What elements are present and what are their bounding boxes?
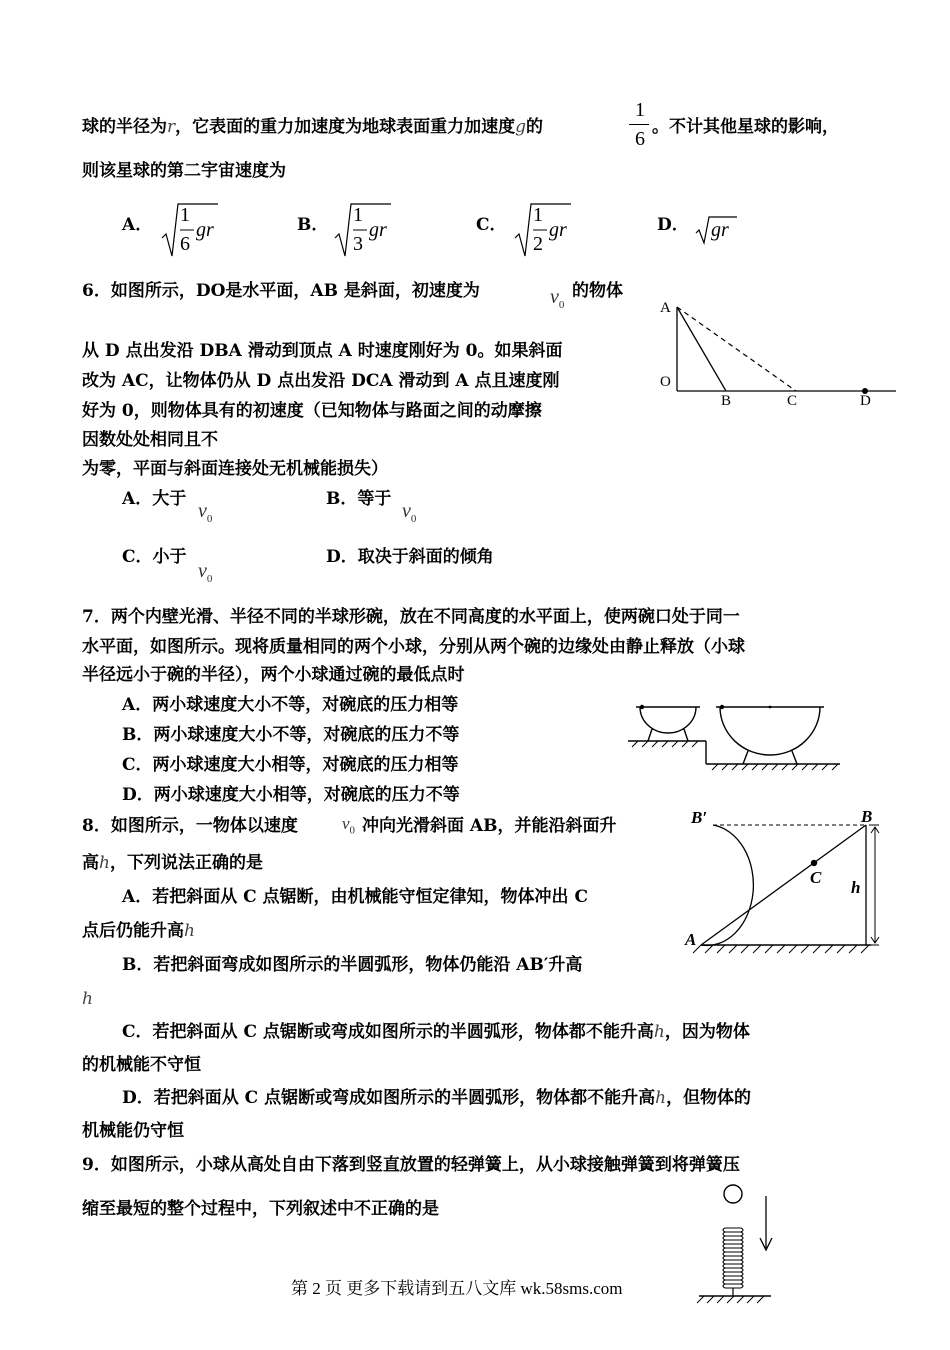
q5-frac-num: 1	[635, 99, 645, 121]
q8-label-c: C	[810, 868, 822, 887]
q8-option-a-2: 点后仍能升高h	[82, 921, 195, 941]
q5-frac-den: 6	[635, 128, 645, 150]
q8-line1b: 冲向光滑斜面 AB，并能沿斜面升	[362, 816, 617, 836]
q8-v0: $v_0$	[342, 814, 356, 837]
q5-line2: 则该星球的第二宇宙速度为	[82, 161, 286, 181]
q8-option-d-1: D．若把斜面从 C 点锯断或弯成如图所示的半圆弧形，物体都不能升高h，但物体的	[122, 1088, 752, 1108]
q6-option-b: B．等于	[326, 489, 392, 509]
q7-line1: 7．两个内壁光滑、半径不同的半球形碗，放在不同高度的水平面上，使两碗口处于同一	[82, 607, 740, 627]
q6-line1a: 6．如图所示，DO是水平面，AB 是斜面，初速度为	[82, 281, 480, 301]
q5-frac-bar	[629, 124, 649, 125]
q6-label-a: A	[660, 300, 671, 316]
q7-line3: 半径远小于碗的半径），两个小球通过碗的最低点时	[82, 665, 465, 685]
q8-line2: 高h，下列说法正确的是	[82, 853, 263, 873]
q8-option-a-1: A．若把斜面从 C 点锯断，由机械能守恒定律知，物体冲出 C	[122, 887, 589, 907]
q6-line4: 好为 0，则物体具有的初速度（已知物体与路面之间的动摩擦	[82, 401, 542, 421]
q8-line1a: 8．如图所示，一物体以速度	[82, 816, 298, 836]
q6-line2: 从 D 点出发沿 DBA 滑动到顶点 A 时速度刚好为 0。如果斜面	[82, 341, 563, 361]
q5-option-d-gr: gr	[711, 219, 729, 241]
q6-line3: 改为 AC，让物体仍从 D 点出发沿 DCA 滑动到 A 点且速度刚	[82, 371, 560, 391]
q5-option-b-gr: gr	[369, 219, 387, 241]
q6-v0-optB: $v_0$	[402, 500, 417, 525]
q7-line2: 水平面，如图所示。现将质量相同的两个小球，分别从两个碗的边缘处由静止释放（小球	[82, 637, 745, 657]
q6-label-b: B	[721, 393, 732, 409]
q6-line1b: 的物体	[572, 281, 623, 301]
q5-option-c-num: 1	[533, 204, 543, 226]
q8-option-b-1: B．若把斜面弯成如图所示的半圆弧形，物体仍能沿 AB′升高	[122, 955, 583, 975]
q5-option-a-gr: gr	[196, 219, 214, 241]
q5-line1-end: 。不计其他星球的影响，	[652, 117, 839, 137]
q7-option-b: B．两小球速度大小不等，对碗底的压力不等	[122, 725, 460, 745]
q9-figure	[693, 1180, 778, 1310]
q5-option-d-label: D．	[657, 215, 689, 235]
q6-option-c: C．小于	[122, 547, 187, 567]
q8-option-c-2: 的机械能不守恒	[82, 1055, 201, 1075]
q6-label-d: D	[860, 393, 871, 409]
q8-label-a: A	[685, 930, 697, 949]
q8-label-bprime: B′	[691, 808, 708, 827]
q8-option-b-2: h	[82, 989, 93, 1009]
q9-line1: 9．如图所示，小球从高处自由下落到竖直放置的轻弹簧上，从小球接触弹簧到将弹簧压	[82, 1155, 740, 1175]
q6-v0-optA: $v_0$	[198, 500, 213, 525]
q6-label-c: C	[787, 393, 798, 409]
q6-figure	[650, 295, 900, 415]
q6-line5: 因数处处相同且不	[82, 430, 218, 450]
q5-option-c-gr: gr	[549, 219, 567, 241]
q6-v0-a: $v_0$	[550, 286, 565, 311]
q8-label-h: h	[851, 878, 861, 897]
q5-option-c-label: C．	[476, 215, 507, 235]
q7-figure	[628, 695, 843, 775]
q6-label-o: O	[660, 374, 671, 390]
q5-option-b-label: B．	[297, 215, 329, 235]
q8-option-d-2: 机械能仍守恒	[82, 1121, 184, 1141]
q7-option-a: A．两小球速度大小不等，对碗底的压力相等	[122, 695, 459, 715]
q8-option-c-1: C．若把斜面从 C 点锯断或弯成如图所示的半圆弧形，物体都不能升高h，因为物体	[122, 1022, 750, 1042]
q6-v0-optC: $v_0$	[198, 560, 213, 585]
q7-option-c: C．两小球速度大小相等，对碗底的压力相等	[122, 755, 459, 775]
q5-option-b-den: 3	[353, 233, 363, 255]
q9-line2: 缩至最短的整个过程中，下列叙述中不正确的是	[82, 1199, 439, 1219]
q5-option-a-den: 6	[180, 233, 190, 255]
page-footer: 第 2 页 更多下载请到五八文库 wk.58sms.com	[291, 1279, 623, 1298]
q8-label-b: B	[861, 807, 873, 826]
q7-option-d: D．两小球速度大小相等，对碗底的压力不等	[122, 785, 460, 805]
q5-option-a-num: 1	[180, 204, 190, 226]
q8-figure	[683, 805, 893, 965]
q6-option-a: A．大于	[122, 489, 187, 509]
q5-option-a-label: A．	[122, 215, 153, 235]
q6-line6: 为零，平面与斜面连接处无机械能损失）	[82, 459, 388, 479]
q5-option-b-num: 1	[353, 204, 363, 226]
q5-line1: 球的半径为r，它表面的重力加速度为地球表面重力加速度g的	[82, 117, 544, 137]
q6-option-d: D．取决于斜面的倾角	[326, 547, 494, 567]
q5-option-c-den: 2	[533, 233, 543, 255]
